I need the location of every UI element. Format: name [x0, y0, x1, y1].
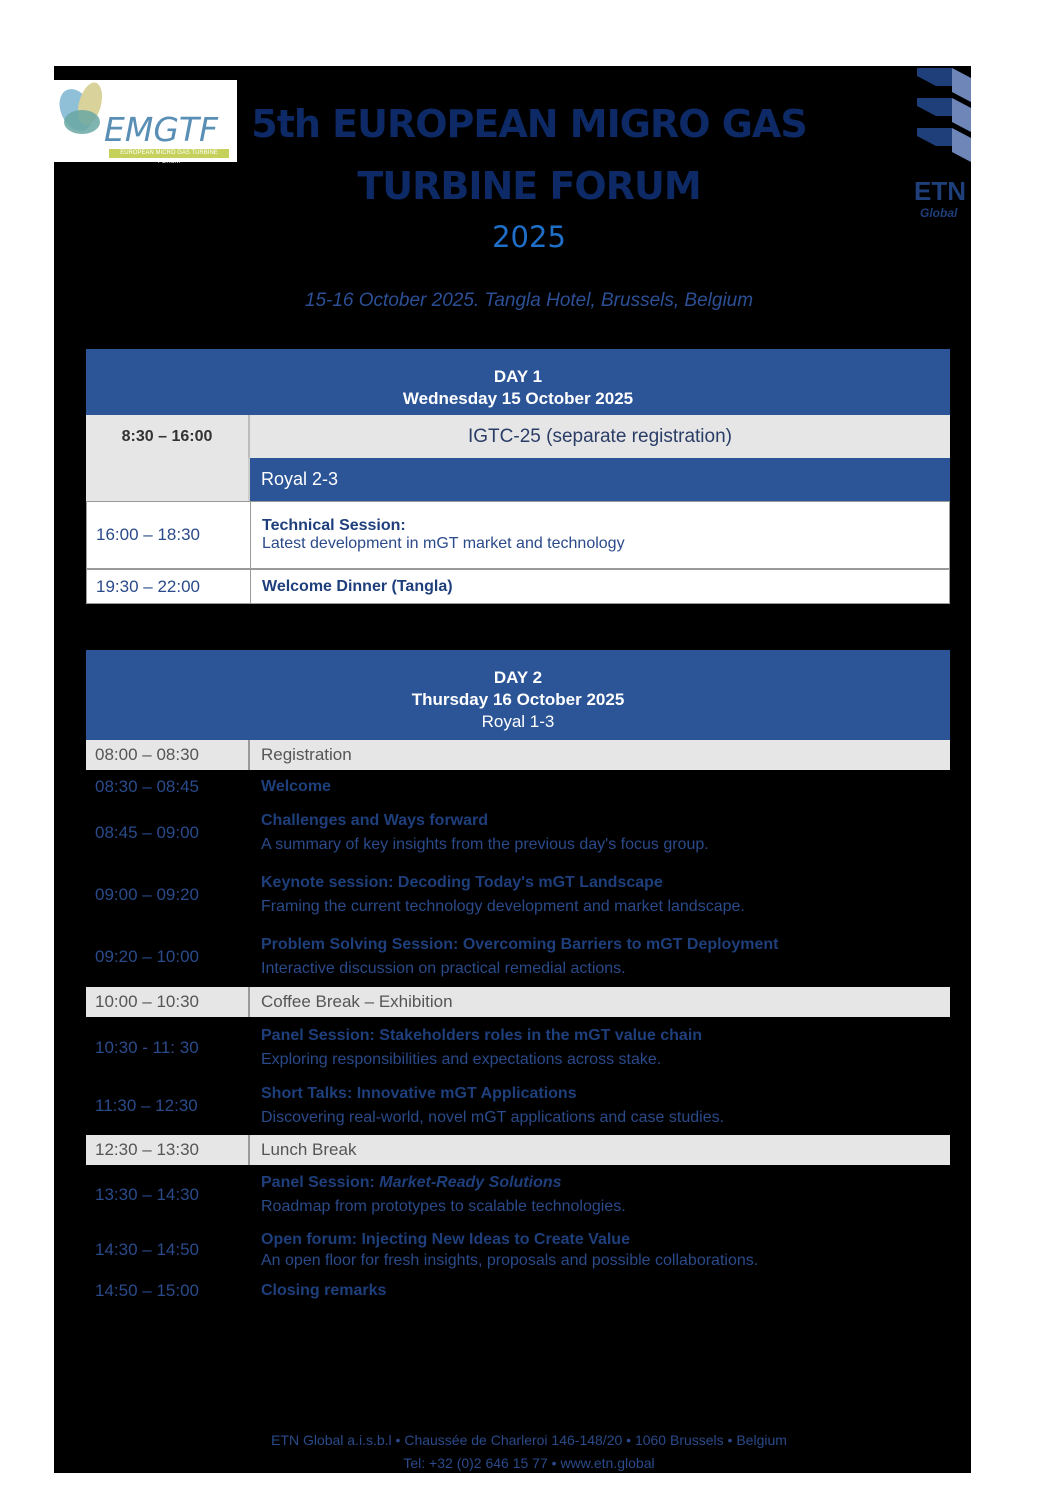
table-row — [86, 987, 950, 1017]
row-title: IGTC-25 (separate registration) — [250, 415, 950, 458]
row-content — [250, 866, 950, 923]
row-time: 19:30 – 22:00 — [87, 570, 251, 603]
row-description: An open floor for fresh insights, proposals and possible collaborations. — [261, 1251, 759, 1269]
emgtf-logo — [54, 80, 237, 165]
row-time: 08:45 – 09:00 — [95, 822, 199, 842]
forum-year: 2025 — [492, 220, 566, 254]
footer-contact: Tel: +32 (0)2 646 15 77 • www.etn.global — [403, 1455, 655, 1471]
row-title: Challenges and Ways forward — [261, 811, 489, 829]
day1-date: Wednesday 15 October 2025 — [402, 389, 634, 408]
event-date-location: 15-16 October 2025. Tangla Hotel, Brussels, Belgium — [304, 290, 754, 311]
table-row — [86, 1227, 950, 1272]
row-time: 12:30 – 13:30 — [86, 1135, 250, 1165]
row-time: 10:30 - 11: 30 — [95, 1037, 199, 1057]
row-title: Technical Session: — [262, 517, 406, 534]
emgtf-logo-tagline: EUROPEAN MICRO GAS TURBINE FORUM — [109, 149, 229, 158]
day2-room: Royal 1-3 — [481, 712, 555, 731]
day1-header — [86, 349, 950, 415]
row-title: Keynote session: Decoding Today's mGT Landscape — [261, 873, 663, 891]
table-row — [86, 928, 950, 985]
row-time: 08:00 – 08:30 — [86, 740, 250, 770]
day2-label: DAY 2 — [493, 668, 543, 687]
row-content — [250, 1019, 950, 1076]
row-time: 11:30 – 12:30 — [95, 1095, 198, 1115]
row-time: 09:00 – 09:20 — [95, 884, 199, 904]
row-content — [250, 1276, 950, 1306]
row-title: Coffee Break – Exhibition — [250, 987, 950, 1017]
row-content — [250, 928, 950, 985]
table-row — [86, 1019, 950, 1076]
row-title: Welcome Dinner (Tangla) — [262, 577, 453, 595]
table-row — [86, 804, 950, 861]
row-time — [86, 458, 250, 501]
row-title-prefix: Panel Session: — [261, 1173, 380, 1191]
row-title: Open forum: Injecting New Ideas to Create Value — [261, 1230, 630, 1248]
forum-title-line2: TURBINE FORUM — [357, 164, 701, 208]
row-description: A summary of key insights from the previous day's focus group. — [261, 835, 709, 853]
etn-logo-text: ETN — [914, 176, 966, 206]
row-content — [250, 804, 950, 861]
table-row — [86, 1276, 950, 1306]
row-description: Exploring responsibilities and expectations across stake. — [261, 1050, 662, 1068]
table-row — [86, 569, 950, 604]
row-time: 13:30 – 14:30 — [95, 1184, 199, 1204]
row-description: Roadmap from prototypes to scalable technologies. — [261, 1197, 626, 1215]
table-row — [86, 866, 950, 923]
day1-label: DAY 1 — [493, 367, 543, 386]
row-time: 09:20 – 10:00 — [95, 946, 199, 966]
emgtf-logo-text: EMGTF — [104, 110, 219, 149]
row-description: Discovering real-world, novel mGT applications and case studies. — [261, 1108, 725, 1126]
row-time: 14:50 – 15:00 — [95, 1281, 199, 1300]
table-row — [86, 1078, 950, 1133]
day2-header — [86, 650, 950, 740]
etn-logo-tagline: Global — [920, 206, 958, 220]
row-title: Problem Solving Session: Overcoming Barriers to mGT Deployment — [261, 935, 779, 953]
row-title: Short Talks: Innovative mGT Applications — [261, 1084, 577, 1102]
etn-chevrons-icon — [912, 66, 971, 176]
row-content — [250, 1227, 950, 1272]
row-description: Interactive discussion on practical remedial actions. — [261, 959, 626, 977]
table-row — [86, 458, 950, 501]
row-title — [261, 1171, 950, 1195]
row-time: 08:30 – 08:45 — [95, 777, 199, 796]
table-row — [86, 1166, 950, 1223]
table-row — [86, 772, 950, 802]
row-content — [250, 1166, 950, 1223]
row-time: 8:30 – 16:00 — [86, 415, 250, 458]
table-row — [86, 740, 950, 770]
row-content — [250, 772, 950, 802]
row-description: Latest development in mGT market and technology — [262, 535, 625, 552]
table-row — [86, 1135, 950, 1165]
row-title-italic: Market-Ready Solutions — [379, 1173, 562, 1191]
row-description: Framing the current technology development and market landscape. — [261, 897, 745, 915]
row-content — [250, 1078, 950, 1133]
row-title: Closing remarks — [261, 1282, 387, 1299]
forum-title-line1: 5th EUROPEAN MIGRO GAS — [251, 102, 807, 146]
page — [54, 66, 971, 1473]
row-content — [251, 502, 949, 568]
row-title: Welcome — [261, 778, 331, 795]
row-time: 16:00 – 18:30 — [87, 502, 251, 568]
room-label: Royal 2-3 — [250, 458, 950, 501]
table-row — [86, 415, 950, 458]
footer-address: ETN Global a.i.s.b.l • Chaussée de Charleroi 146-148/20 • 1060 Brussels • Belgium — [271, 1432, 787, 1448]
etn-logo — [912, 66, 971, 226]
table-row — [86, 501, 950, 569]
row-time: 14:30 – 14:50 — [95, 1239, 199, 1259]
row-title: Panel Session: Stakeholders roles in the mGT value chain — [261, 1026, 703, 1044]
day2-date: Thursday 16 October 2025 — [411, 690, 625, 709]
row-title: Lunch Break — [250, 1135, 950, 1165]
row-title: Registration — [250, 740, 950, 770]
row-time: 10:00 – 10:30 — [86, 987, 250, 1017]
